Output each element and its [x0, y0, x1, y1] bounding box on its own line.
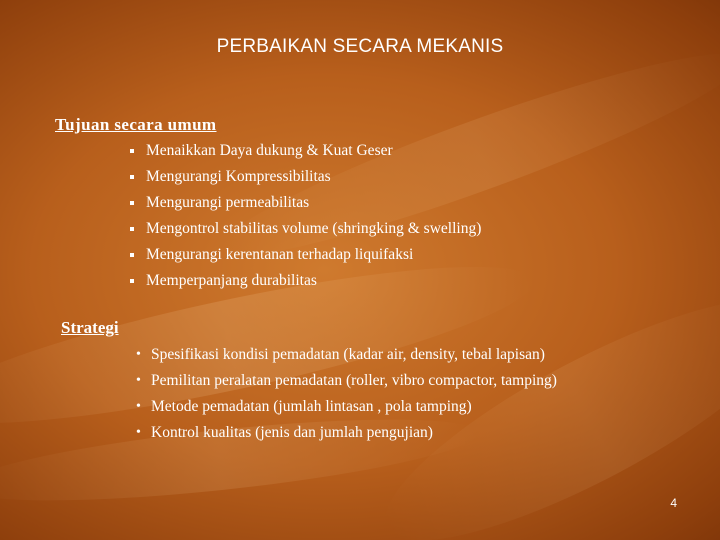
list-item-text: Pemilitan peralatan pemadatan (roller, vibro compactor, tamping) [151, 372, 557, 389]
tujuan-list [146, 142, 481, 298]
list-item [136, 398, 557, 424]
list-item [136, 346, 557, 372]
list-item [146, 142, 481, 168]
list-item-text: Spesifikasi kondisi pemadatan (kadar air, density, tebal lapisan) [151, 346, 545, 363]
strategi-list [136, 346, 557, 450]
round-bullet-icon: • [136, 373, 141, 388]
square-bullet-icon [130, 149, 134, 153]
square-bullet-icon [130, 227, 134, 231]
square-bullet-icon [130, 175, 134, 179]
list-item [146, 246, 481, 272]
square-bullet-icon [130, 253, 134, 257]
list-item-text: Kontrol kualitas (jenis dan jumlah pengujian) [151, 424, 433, 441]
list-item-text: Mengurangi permeabilitas [146, 194, 310, 211]
list-item-text: Mengurangi Kompressibilitas [146, 168, 331, 185]
list-item [146, 272, 481, 298]
round-bullet-icon: • [136, 425, 141, 440]
list-item [146, 194, 481, 220]
round-bullet-icon: • [136, 347, 141, 362]
section-heading-strategi: Strategi [61, 318, 119, 337]
list-item-text: Metode pemadatan (jumlah lintasan , pola tamping) [151, 398, 472, 415]
list-item [146, 220, 481, 246]
square-bullet-icon [130, 201, 134, 205]
round-bullet-icon: • [136, 399, 141, 414]
slide-title: PERBAIKAN SECARA MEKANIS [216, 36, 504, 57]
list-item [136, 372, 557, 398]
list-item [146, 168, 481, 194]
list-item-text: Mengurangi kerentanan terhadap liquifaksi [146, 246, 414, 263]
list-item [136, 424, 557, 450]
page-number: 4 [670, 496, 677, 510]
list-item-text: Mengontrol stabilitas volume (shringking & swelling) [146, 220, 482, 237]
list-item-text: Menaikkan Daya dukung & Kuat Geser [146, 142, 393, 159]
list-item-text: Memperpanjang durabilitas [146, 272, 317, 289]
section-heading-tujuan: Tujuan secara umum [55, 115, 217, 134]
square-bullet-icon [130, 279, 134, 283]
